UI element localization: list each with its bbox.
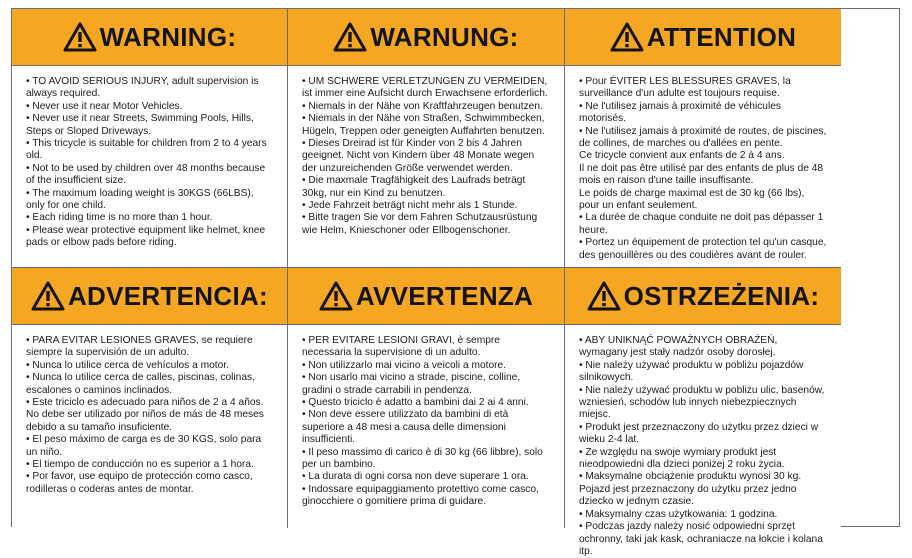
warning-item: • Jede Fahrzeit beträgt nicht mehr als 1 Stunde.: [302, 200, 518, 212]
warning-item: • ABY UNIKNĄĆ POWAŻNYCH OBRAŻEŃ, wymagany jest stały nadzór osoby dorosłej.: [579, 335, 781, 359]
warning-item: • Maksymalne obciążenie produktu wynosi 30 kg. Pojazd jest przeznaczony do użytku przez jedno dziecko w jednym czasie.: [579, 471, 804, 508]
warning-item: • Nunca lo utilice cerca de calles, piscinas, colinas, escalones o caminos inclinados.: [26, 372, 258, 396]
panel-title: OSTRZEŻENIA:: [623, 280, 820, 311]
warning-item: • Dieses Dreirad ist für Kinder von 2 bis 4 Jahren geeignet. Nicht von Kindern über 48 Monate wegen der unzureichenden Größe verwendet werden.: [302, 138, 538, 174]
warning-item: • Questo triciclo è adatto a bambini dai 2 ai 4 anni.: [302, 397, 529, 409]
warning-item: • Non utilizzarlo mai vicino a veicoli a motore.: [302, 359, 506, 371]
warning-item: • Este triciclo es adecuado para niños de 2 a 4 años. No debe ser utilizado por niños de más de 48 meses debido a su tamaño insuficiente.: [26, 397, 267, 433]
panel-header: [288, 268, 564, 325]
panel-body: [288, 66, 564, 237]
panel-title: ATTENTION: [646, 21, 797, 52]
panel-english: [12, 9, 288, 268]
panel-title: WARNING:: [99, 21, 237, 52]
warning-item: • The maximum loading weight is 30KGS (66LBS), only for one child.: [26, 187, 257, 212]
panel-header: [565, 268, 841, 325]
warning-item: • Indossare equipaggiamento protettivo come casco, ginocchiere o gomitiere prima di guidare.: [302, 483, 542, 508]
panel-body: [565, 66, 841, 262]
warning-item: • Produkt jest przeznaczony do użytku przez dzieci w wieku 2-4 lat.: [579, 421, 821, 446]
warning-item: • La durée de chaque conduite ne doit pas dépasser 1 heure.: [579, 212, 827, 236]
warning-item: Il ne doit pas être utilisé par des enfants de plus de 48 mois en raison d'une taille insuffisante.: [579, 162, 826, 187]
panel-body: [288, 325, 564, 509]
warning-item: • Non deve essere utilizzato da bambini di età superiore a 48 mesi a causa delle dimensioni insufficienti.: [302, 409, 512, 446]
warning-item: • Nie należy używać produktu w pobliżu pojazdów silnikowych.: [579, 359, 807, 384]
warning-item: • Never use it near Motor Vehicles.: [26, 100, 183, 112]
warning-item: • Il peso massimo di carico è di 30 kg (66 libbre), solo per un bambino.: [302, 446, 546, 471]
panel-title: WARNUNG:: [370, 21, 519, 52]
warning-item: • Each riding time is no more than 1 hour.: [26, 212, 213, 224]
warning-triangle-icon: [63, 22, 97, 52]
warning-item: • Por favor, use equipo de protección como casco, rodilleras o coderas antes de montar.: [26, 471, 256, 495]
panel-polish: [565, 268, 841, 557]
warning-item: • Ne l'utilisez jamais à proximité de véhicules motorisés.: [579, 100, 784, 125]
warning-item: • Bitte tragen Sie vor dem Fahren Schutzausrüstung wie Helm, Knieschoner oder Ellbogenschoner.: [302, 212, 541, 236]
warning-item: • El peso máximo de carga es de 30 KGS, solo para un niño.: [26, 434, 265, 458]
warning-item: • Die maxmale Tragfähigkeit des Laufrads beträgt 30kg, nur ein Kind zu benutzen.: [302, 175, 529, 199]
warning-item: • Niemals in der Nähe von Kraftfahrzeugen benutzen.: [302, 100, 543, 112]
warning-item: • Podczas jazdy należy nosić odpowiedni sprzęt ochronny, taki jak kask, ochraniacze na łokcie i kolana itp.: [579, 521, 826, 557]
panel-french: [565, 9, 841, 268]
warning-item: Ce tricycle convient aux enfants de 2 à 4 ans.: [579, 150, 785, 162]
warning-item: • El tiempo de conducción no es superior a 1 hora.: [26, 459, 254, 471]
warning-item: • This tricycle is suitable for children from 2 to 4 years old.: [26, 138, 270, 162]
warning-item: • Portez un équipement de protection tel qu'un casque, des genouillères ou des coudières avant de rouler.: [579, 237, 830, 261]
warning-triangle-icon: [333, 22, 367, 52]
warning-item: • Ne l'utilisez jamais à proximité de routes, de piscines, de collines, de marches ou d'allées en pente.: [579, 125, 830, 150]
warning-item: • La durata di ogni corsa non deve superare 1 ora.: [302, 471, 529, 483]
warning-label-sheet: [11, 8, 900, 557]
panel-body: [565, 325, 841, 558]
panel-title: ADVERTENCIA:: [67, 280, 269, 311]
warning-item: • Maksymalny czas użytkowania: 1 godzina.: [579, 508, 778, 520]
warning-item: • Nunca lo utilice cerca de vehículos a motor.: [26, 359, 229, 371]
warning-item: • PER EVITARE LESIONI GRAVI, è sempre necessaria la supervisione di un adulto.: [302, 335, 503, 359]
warning-item: • TO AVOID SERIOUS INJURY, adult supervision is always required.: [26, 76, 262, 100]
warning-item: • Pour ÉVITER LES BLESSURES GRAVES, la surveillance d'un adulte est toujours requise.: [579, 76, 794, 100]
panel-header: [12, 268, 287, 325]
panel-german: [288, 9, 565, 268]
panel-body: [12, 325, 287, 496]
warning-item: • Ze względu na swoje wymiary produkt jest nieodpowiedni dla dzieci poniżej 2 roku życia.: [579, 446, 785, 471]
warning-item: Le poids de charge maximal est de 30 kg (66 lbs), pour un enfant seulement.: [579, 187, 808, 212]
warning-item: • Please wear protective equipment like helmet, knee pads or elbow pads before riding.: [26, 224, 268, 249]
warning-item: • PARA EVITAR LESIONES GRAVES, se requiere siempre la supervisión de un adulto.: [26, 335, 256, 359]
warning-triangle-icon: [319, 281, 353, 311]
warning-item: • Not to be used by children over 48 months because of the insufficient size.: [26, 162, 268, 187]
warning-item: • Never use it near Streets, Swimming Pools, Hills, Steps or Sloped Driveways.: [26, 113, 257, 137]
panel-spanish: [12, 268, 288, 528]
warning-item: • Non usarlo mai vicino a strade, piscine, colline, gradini o strade carrabili in pendenza.: [302, 372, 524, 396]
panel-header: [288, 9, 564, 66]
warning-triangle-icon: [587, 281, 621, 311]
panel-title: AVVERTENZA: [355, 280, 534, 311]
warning-item: • UM SCHWERE VERLETZUNGEN ZU VERMEIDEN, ist immer eine Aufsicht durch Erwachsene erforderlich.: [302, 76, 551, 100]
panel-header: [565, 9, 841, 66]
warning-triangle-icon: [610, 22, 644, 52]
panel-header: [12, 9, 287, 66]
panel-body: [12, 66, 287, 250]
panel-italian: [288, 268, 565, 528]
warning-item: • Nie należy używać produktu w pobliżu ulic, basenów, wzniesień, schodów lub innych niebezpiecznych miejsc.: [579, 384, 828, 421]
warning-triangle-icon: [31, 281, 65, 311]
warning-item: • Niemals in der Nähe von Straßen, Schwimmbecken, Hügeln, Treppen oder geneigten Auffahrten benutzen.: [302, 113, 548, 137]
